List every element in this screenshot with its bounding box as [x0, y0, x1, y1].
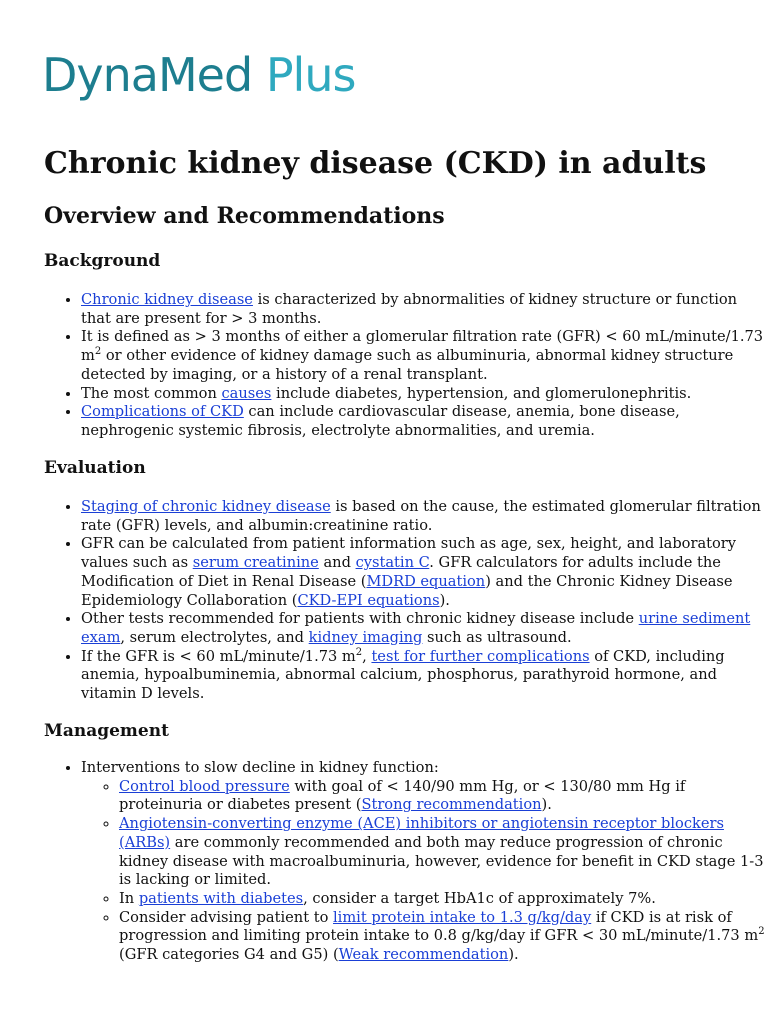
list-item: • Complications of CKD can include cardiovascular disease, anemia, bone disease, nephrogenic systemic fibrosis, electrolyte abnormalities, and uremia.: [81, 403, 768, 440]
list-item: • Interventions to slow decline in kidney function: ◦ Control blood pressure with goal of < 140/90 mm Hg, or < 130/80 mm Hg if proteinuria or diabetes present (Strong recommendation). ◦ Angiotensin-converting enzyme (ACE) inhibitors or angiotensin receptor blockers (ARBs) are commonly recommended and both may reduce progression of chronic kidney disease with macroalbuminuria, however, evidence for benefit in CKD stage 1-3 is lacking or limited. ◦ In patients with diabetes, consider a target HbA1c of approximately 7%. ◦ Consider advising patient to limit protein intake to 1.3 g/kg/day if CKD is at risk of progression and limiting protein intake to 0.8 g/kg/day if GFR < 30 mL/minute/1.73 $m^2$ (GFR categories G4 and G5) (Weak recommendation).: [81, 759, 768, 965]
list-item: ◦ Angiotensin-converting enzyme (ACE) inhibitors or angiotensin receptor blockers (ARBs) are commonly recommended and both may reduce progression of chronic kidney disease with macroalbuminuria, however, evidence for benefit in CKD stage 1-3 is lacking or limited.: [119, 815, 768, 890]
overview-heading: Overview and Recommendations: [44, 203, 445, 229]
urine-sediment-exam-link[interactable]: urine sediment exam: [81, 610, 751, 646]
list-item: • GFR can be calculated from patient information such as age, sex, height, and laboratory values such as serum creatinine and cystatin C. GFR calculators for adults include the Modification of Diet in Renal Disease (MDRD equation) and the Chronic Kidney Disease Epidemiology Collaboration (CKD-EPI equations).: [81, 535, 768, 610]
control-blood-pressure-link[interactable]: Control blood pressure: [119, 777, 290, 795]
list-item: ◦ Consider advising patient to limit protein intake to 1.3 g/kg/day if CKD is at risk of progression and limiting protein intake to 0.8 g/kg/day if GFR < 30 mL/minute/1.73 $m^2$ (GFR categories G4 and G5) (Weak recommendation).: [119, 909, 768, 965]
list-item: • If the GFR is < 60 mL/minute/1.73 $m^2$, test for further complications of CKD, including anemia, hypoalbuminemia, abnormal calcium, phosphorus, parathyroid hormone, and vitamin D levels.: [81, 648, 768, 704]
cystatin-c-link[interactable]: cystatin C: [355, 554, 430, 572]
kidney-imaging-link[interactable]: kidney imaging: [308, 628, 423, 646]
page-title: Chronic kidney disease (CKD) in adults: [44, 146, 707, 181]
strong-recommendation-link[interactable]: Strong recommendation: [361, 796, 542, 814]
list-item: • Other tests recommended for patients with chronic kidney disease include urine sediment exam, serum electrolytes, and kidney imaging such as ultrasound.: [81, 610, 768, 647]
causes-link[interactable]: causes: [221, 384, 272, 402]
background-list: [44, 291, 768, 441]
management-list: [44, 759, 768, 965]
chronic-kidney-disease-link[interactable]: Chronic kidney disease: [81, 291, 253, 308]
patients-with-diabetes-link[interactable]: patients with diabetes: [138, 889, 304, 907]
further-complications-link[interactable]: test for further complications: [371, 647, 590, 665]
background-heading: Background: [44, 251, 161, 271]
serum-creatinine-link[interactable]: serum creatinine: [192, 554, 319, 572]
ace-inhibitors-arbs-link[interactable]: Angiotensin-converting enzyme (ACE) inhibitors or angiotensin receptor blockers (ARBs): [119, 815, 724, 851]
mdrd-equation-link[interactable]: MDRD equation: [366, 572, 486, 590]
complications-of-ckd-link[interactable]: Complications of CKD: [81, 403, 244, 421]
limit-protein-intake-link[interactable]: limit protein intake to 1.3 g/kg/day: [333, 908, 592, 926]
ckd-epi-equations-link[interactable]: CKD-EPI equations: [297, 591, 440, 609]
weak-recommendation-link[interactable]: Weak recommendation: [338, 946, 509, 964]
management-sublist: [81, 778, 768, 965]
list-item: ◦ In patients with diabetes, consider a target HbA1c of approximately 7%.: [119, 890, 768, 909]
logo-plus-text: Plus: [265, 48, 356, 102]
list-item: • Staging of chronic kidney disease is based on the cause, the estimated glomerular filtration rate (GFR) levels, and albumin:creatinine ratio.: [81, 498, 768, 535]
list-item: • It is defined as > 3 months of either a glomerular filtration rate (GFR) < 60 mL/minute/1.73 $m^2$ or other evidence of kidney damage such as albuminuria, abnormal kidney structure detected by imaging, or a history of a renal transplant.: [81, 328, 768, 384]
dynamed-plus-logo[interactable]: [42, 48, 356, 102]
list-item: • Chronic kidney disease is characterized by abnormalities of kidney structure or function that are present for > 3 months.: [81, 291, 768, 328]
evaluation-heading: Evaluation: [44, 458, 146, 478]
list-item: ◦ Control blood pressure with goal of < 140/90 mm Hg, or < 130/80 mm Hg if proteinuria or diabetes present (Strong recommendation).: [119, 778, 768, 815]
logo-brand-text: DynaMed: [42, 48, 253, 102]
management-heading: Management: [44, 721, 169, 741]
list-item: • The most common causes include diabetes, hypertension, and glomerulonephritis.: [81, 385, 768, 404]
evaluation-list: [44, 498, 768, 704]
staging-ckd-link[interactable]: Staging of chronic kidney disease: [81, 498, 331, 515]
